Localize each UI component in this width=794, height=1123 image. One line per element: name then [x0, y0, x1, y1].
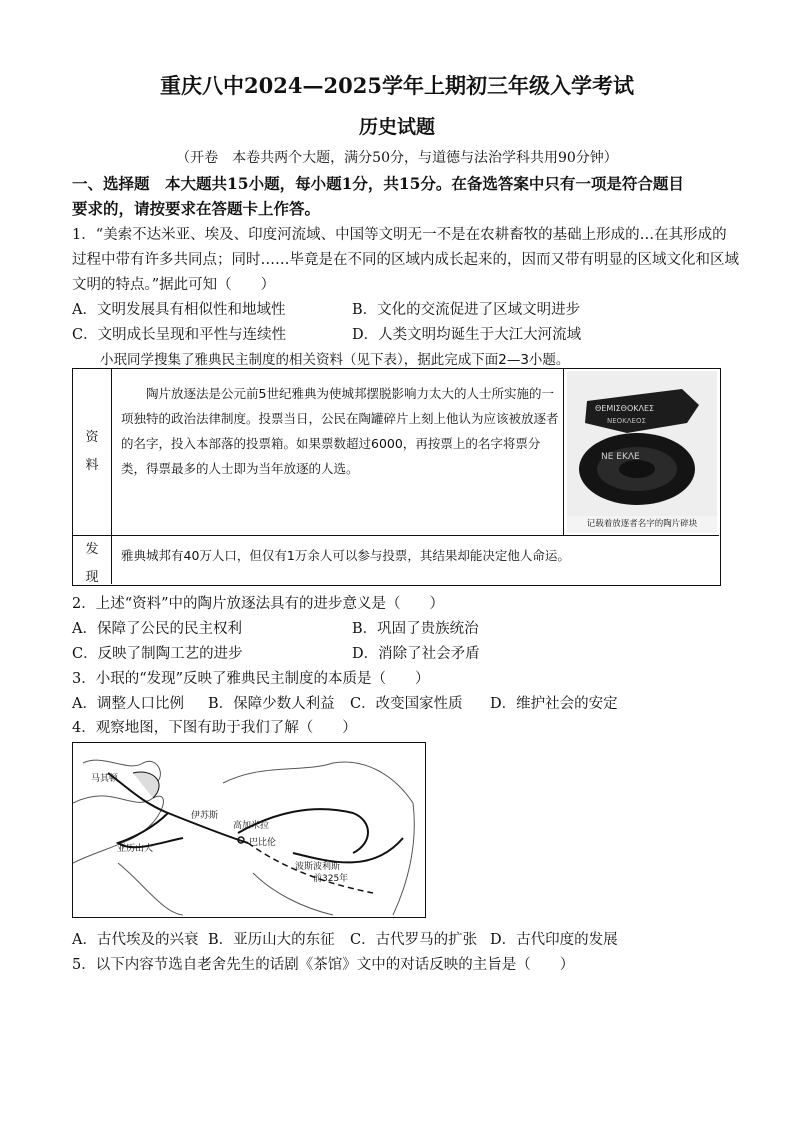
q5-stem: 5．以下内容节选自老舍先生的话剧《茶馆》文中的对话反映的主旨是（ ）: [72, 957, 575, 973]
q2-stem: 2．上述“资料”中的陶片放逐法具有的进步意义是（ ）: [72, 596, 445, 612]
q1-option-b: B．文化的交流促进了区域文明进步: [352, 302, 581, 318]
q4-option-d: D．古代印度的发展: [490, 932, 618, 948]
exam-title: 重庆八中2024—2025学年上期初三年级入学考试: [160, 73, 634, 98]
q1-option-d: D．人类文明均诞生于大江大河流域: [352, 327, 582, 343]
q1-option-c: C．文明成长呈现和平性与连续性: [72, 327, 287, 343]
q3-stem: 3．小珉的“发现”反映了雅典民主制度的本质是（ ）: [72, 671, 430, 687]
q4-stem: 4．观察地图，下图有助于我们了解（ ）: [72, 720, 357, 736]
q1-line2: 过程中带有许多共同点；同时……毕竟是在不同的区域内成长起来的，因而又带有明显的区域文化和区域: [72, 252, 739, 268]
q4-option-b: B．亚历山大的东征: [208, 932, 335, 948]
material-table: [72, 368, 721, 586]
map-label-issus: 伊苏斯: [191, 811, 219, 821]
map-label-gaugamela: 高加米拉: [233, 821, 270, 831]
q2-option-d: D．消除了社会矛盾: [352, 646, 480, 662]
map-label-alexandria: 亚历山大: [117, 844, 154, 854]
alexander-campaign-map: [72, 742, 426, 918]
q1-line3: 文明的特点。”据此可知（ ）: [72, 277, 276, 293]
q1-line1: 1．“美索不达米亚、埃及、印度河流域、中国等文明无一不是在农耕畜牧的基础上形成的…在其形成的: [72, 227, 727, 243]
photo-caption: 记载着放逐者名字的陶片碎块: [586, 519, 698, 529]
group-intro: 小珉同学搜集了雅典民主制度的相关资料（见下表），据此完成下面2—3小题。: [100, 352, 570, 368]
label-finding: 发 现: [85, 542, 99, 585]
map-label-macedonia: 马其顿: [91, 774, 119, 784]
table-col-divider: [111, 369, 112, 584]
table-photo-divider: [563, 369, 564, 535]
section-heading-line2: 要求的，请按要求在答题卡上作答。: [72, 199, 321, 218]
q3-option-c: C．改变国家性质: [350, 696, 463, 712]
q1-option-a: A．文明发展具有相似性和地域性: [72, 302, 286, 318]
q3-option-d: D．维护社会的安定: [490, 696, 618, 712]
material-text: 陶片放逐法是公元前5世纪雅典为使城邦摆脱影响力太大的人士所实施的一项独特的政治法律制度。投票当日，公民在陶罐碎片上刻上他认为应该被放逐者的名字，投入本部落的投票箱。如果票数超过6000，再按票上的名字将票分类，得票最多的人士即为当年放逐的人选。: [121, 386, 559, 476]
q4-option-a: A．古代埃及的兴衰: [72, 932, 199, 948]
svg-text:ΝΕΟΚΛΕΟΣ: ΝΕΟΚΛΕΟΣ: [607, 417, 646, 425]
q4-option-c: C．古代罗马的扩张: [350, 932, 478, 948]
finding-text: 雅典城邦有40万人口，但仅有1万余人可以参与投票，其结果却能决定他人命运。: [121, 548, 570, 563]
section-heading-line1: 一、选择题 本大题共15小题，每小题1分，共15分。在备选答案中只有一项是符合题目: [72, 174, 684, 193]
ostracon-photo: [567, 371, 717, 533]
q3-option-b: B．保障少数人利益: [208, 696, 335, 712]
map-label-babylon: 巴比伦: [249, 838, 277, 848]
label-material: 资 料: [85, 430, 99, 473]
svg-text:ΘΕΜΙΣΘΟΚΛΕΣ: ΘΕΜΙΣΘΟΚΛΕΣ: [595, 404, 655, 413]
q2-option-b: B．巩固了贵族统治: [352, 621, 479, 637]
map-label-year: 前325年: [313, 874, 349, 884]
q2-option-a: A．保障了公民的民主权利: [72, 621, 242, 637]
exam-note: （开卷 本卷共两个大题，满分50分，与道德与法治学科共用90分钟）: [176, 150, 618, 166]
map-label-persepolis: 波斯波利斯: [295, 862, 341, 872]
q3-option-a: A．调整人口比例: [72, 696, 184, 712]
table-row-divider: [73, 535, 719, 536]
q2-option-c: C．反映了制陶工艺的进步: [72, 646, 243, 662]
svg-text:ΝΕ ΕΚΛΕ: ΝΕ ΕΚΛΕ: [601, 452, 640, 462]
subject-title: 历史试题: [358, 116, 435, 138]
